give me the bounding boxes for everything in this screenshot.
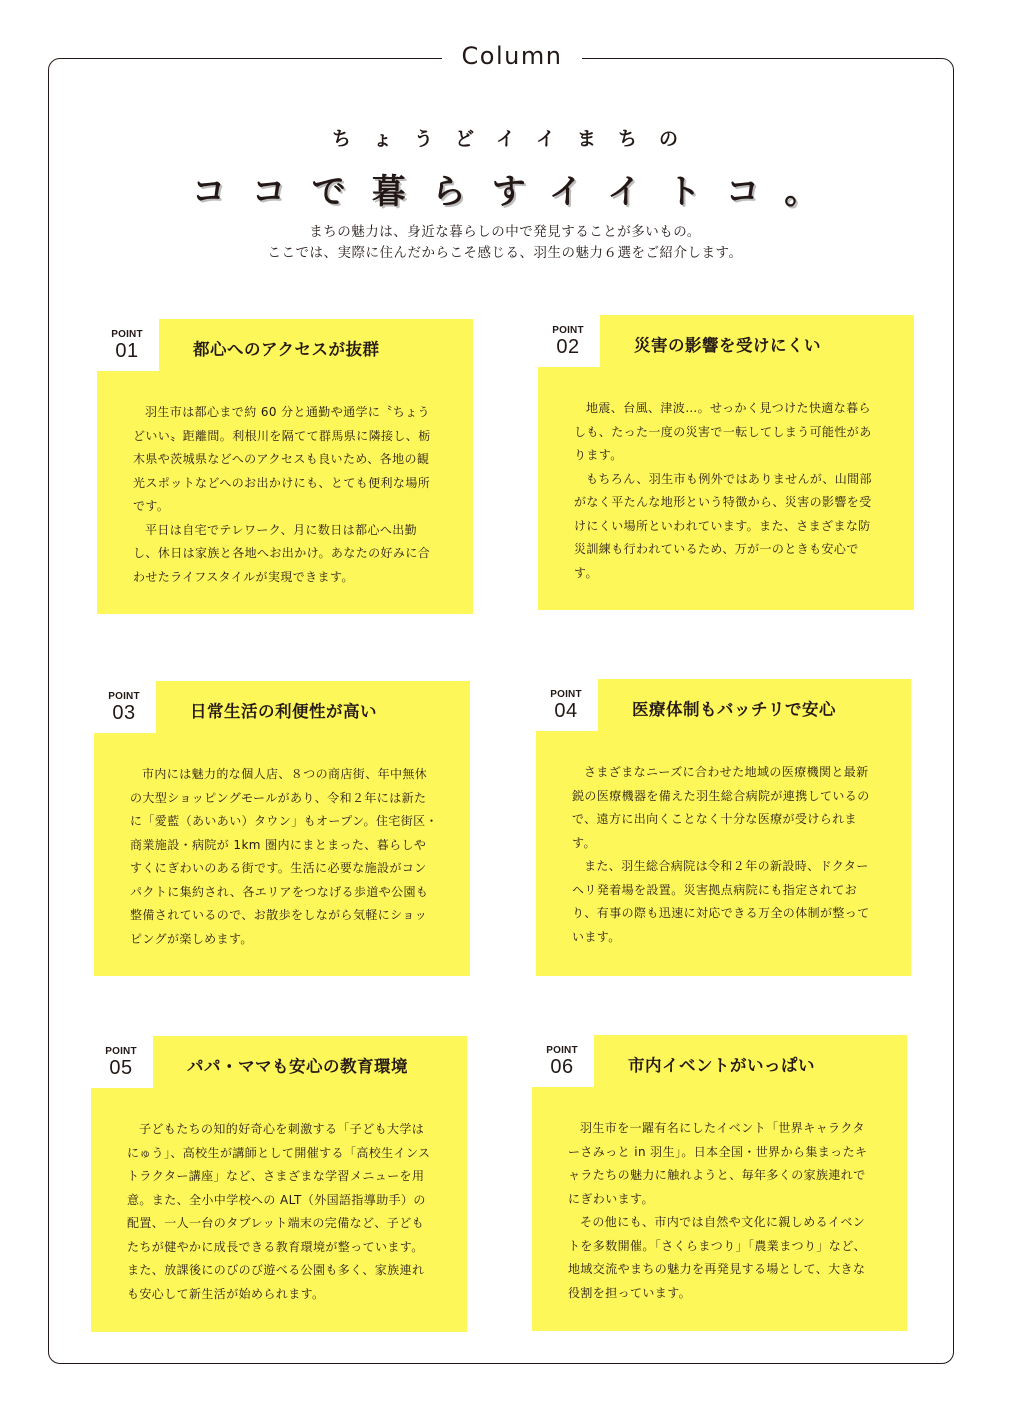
point-paragraph: もちろん、羽生市も例外ではありませんが、山間部がなく平たんな地形という特徴から、災害の影響を受けにくい場所といわれています。また、さまざまな防災訓練も行われているため、万が一のときも安心です。 <box>574 471 872 580</box>
point-title: パパ・ママも安心の教育環境 <box>187 1057 408 1076</box>
point-title: 災害の影響を受けにくい <box>634 336 821 355</box>
point-card-03 <box>94 681 470 976</box>
point-label: POINT <box>552 325 584 336</box>
kicker-text: ちょうどイイまちの <box>331 128 701 150</box>
point-number: 04 <box>554 700 578 722</box>
intro-line: ここでは、実際に住んだからこそ感じる、羽生の魅力６選をご紹介します。 <box>267 245 743 261</box>
point-title: 日常生活の利便性が高い <box>190 702 377 721</box>
point-number: 05 <box>109 1057 133 1079</box>
intro-line: まちの魅力は、身近な暮らしの中で発見することが多いもの。 <box>309 224 701 240</box>
point-body <box>574 397 882 585</box>
point-tag <box>99 1046 143 1079</box>
point-number: 03 <box>112 702 136 724</box>
point-label: POINT <box>105 1046 137 1057</box>
point-paragraph: その他にも、市内では自然や文化に親しめるイベントを多数開催。「さくらまつり」「農業まつり」など、地域交流やまちの魅力を再発見する場として、大きな役割を担っています。 <box>568 1215 867 1300</box>
point-label: POINT <box>550 689 582 700</box>
column-label: Column <box>442 38 582 74</box>
point-paragraph: 平日は自宅でテレワーク、月に数日は都心へ出勤し、休日は家族と各地へお出かけ。あなたの好みに合わせたライフスタイルが実現できます。 <box>133 522 431 584</box>
point-body <box>133 401 441 589</box>
point-card-01 <box>97 319 473 614</box>
point-card-04 <box>536 679 911 976</box>
point-card-06 <box>532 1035 907 1331</box>
point-body <box>568 1117 876 1305</box>
point-label: POINT <box>108 691 140 702</box>
point-title: 医療体制もバッチリで安心 <box>632 700 836 719</box>
page-headline: ココで暮らすイイトコ。 <box>191 172 845 212</box>
point-paragraph: また、羽生総合病院は令和２年の新設時、ドクターヘリ発着場を設置。災害拠点病院にも指定されており、有事の際も迅速に対応できる万全の体制が整っています。 <box>572 859 870 944</box>
point-number: 06 <box>550 1056 574 1078</box>
point-label: POINT <box>111 329 143 340</box>
point-paragraph: 羽生市は都心まで約 60 分と通勤や通学に〝ちょうどいい〟距離間。利根川を隔てて群馬県に隣接し、栃木県や茨城県などへのアクセスも良いため、各地の観光スポットなどへのお出かけにも、とても便利な場所です。 <box>133 405 431 513</box>
point-paragraph: 市内には魅力的な個人店、８つの商店街、年中無休の大型ショッピングモールがあり、令和２年には新たに「愛藍（あいあい）タウン」もオープン。住宅街区・商業施設・病院が 1km 圏内にまとまった、暮らしやすくにぎわいのある街です。生活に必要な施設がコンパクトに集約され、各エリアをつなげる歩道や公園も整備されているので、お散歩をしながら気軽にショッピングが楽しめます。 <box>130 767 438 946</box>
point-tag <box>102 691 146 724</box>
point-title: 都心へのアクセスが抜群 <box>193 340 380 359</box>
point-tag <box>544 689 588 722</box>
point-body <box>127 1118 435 1306</box>
point-paragraph: 羽生市を一躍有名にしたイベント「世界キャラクターさみっと in 羽生」。日本全国・世界から集まったキャラたちの魅力に触れようと、毎年多くの家族連れでにぎわいます。 <box>568 1121 868 1206</box>
point-tag <box>546 325 590 358</box>
point-label: POINT <box>546 1045 578 1056</box>
intro-text <box>0 222 1010 264</box>
point-paragraph: 地震、台風、津波…。せっかく見つけた快適な暮らしも、たった一度の災害で一転してしまう可能性があります。 <box>574 401 872 462</box>
point-paragraph: さまざまなニーズに合わせた地域の医療機関と最新鋭の医療機器を備えた羽生総合病院が連携しているので、遠方に出向くことなく十分な医療が受けられます。 <box>572 765 870 850</box>
point-number: 02 <box>556 336 580 358</box>
point-card-05 <box>91 1036 467 1332</box>
point-tag <box>105 329 149 362</box>
point-number: 01 <box>115 340 139 362</box>
point-tag <box>540 1045 584 1078</box>
point-card-02 <box>538 315 914 610</box>
point-title: 市内イベントがいっぱい <box>628 1056 815 1075</box>
point-paragraph: 子どもたちの知的好奇心を刺激する「子ども大学はにゅう」、高校生が講師として開催する「高校生インストラクター講座」など、さまざまな学習メニューを用意。また、全小中学校への ALT（外国語指導助手）の配置、一人一台のタブレット端末の完備など、子どもたちが健やかに成長できる教育環境が整っています。また、放課後にのびのび遊べる公園も多く、家族連れも安心して新生活が始められます。 <box>127 1122 431 1301</box>
point-body <box>572 761 880 949</box>
point-body <box>130 763 438 951</box>
